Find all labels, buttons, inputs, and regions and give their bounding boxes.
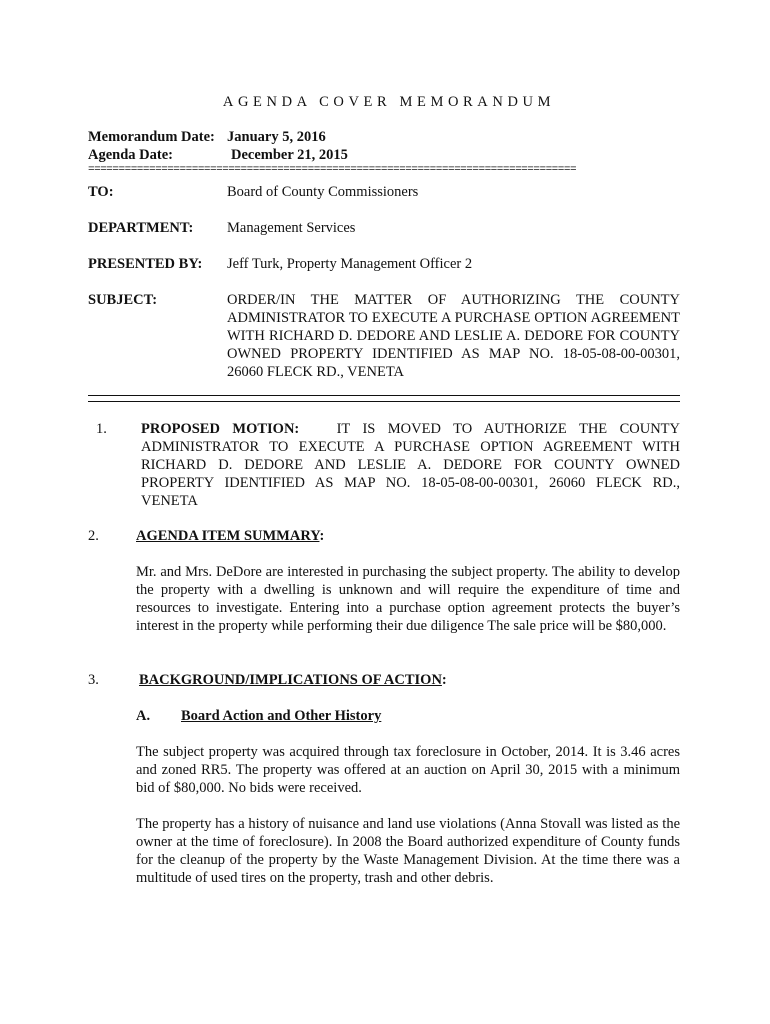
history-paragraph-2: The property has a history of nuisance and land use violations (Anna Stovall was listed as the owner at the time of foreclosure). In 2008 the Board authorized expenditure of County funds for the cleanup of the property by the Waste Management Division. At the time there was a multitude of used tires on the property, trash and other debris. — [136, 816, 680, 886]
to-label: TO: — [88, 184, 114, 200]
subject-label: SUBJECT: — [88, 292, 158, 308]
subsection-a-letter: A. — [136, 708, 151, 724]
double-divider — [88, 395, 680, 402]
section-3-number: 3. — [88, 672, 99, 688]
agenda-item-summary-text: Mr. and Mrs. DeDore are interested in purchasing the subject property. The ability to develop the property with a dwelling is unknown and will require the expenditure of time and resources to investigate. Entering into a purchase option agreement protects the buyer’s interest in the property while performing their due diligence The sale price will be $80,000. — [136, 564, 680, 634]
section-3-heading — [139, 671, 447, 689]
agenda-date-value: December 21, 2015 — [231, 147, 348, 163]
subject-value: ORDER/IN THE MATTER OF AUTHORIZING THE COUNTY ADMINISTRATOR TO EXECUTE A PURCHASE OPTION AGREEMENT WITH RICHARD D. DEDORE AND LESLIE A. DEDORE FOR COUNTY OWNED PROPERTY IDENTIFIED AS MAP NO. 18-05-08-00-00301, 26060 FLECK RD., VENETA — [227, 292, 680, 380]
to-value: Board of County Commissioners — [227, 184, 419, 200]
memo-date-value: January 5, 2016 — [227, 129, 326, 145]
department-value: Management Services — [227, 220, 356, 236]
history-paragraph-1: The subject property was acquired through tax foreclosure in October, 2014. It is 3.46 acres and zoned RR5. The property was offered at an auction on April 30, 2015 with a minimum bid of $80,000. No bids were received. — [136, 744, 680, 796]
memo-title: AGENDA COVER MEMORANDUM — [222, 94, 556, 110]
agenda-item-summary-heading: AGENDA ITEM SUMMARY — [136, 528, 320, 544]
section-2-heading — [136, 527, 324, 545]
proposed-motion-label: PROPOSED MOTION: — [141, 421, 300, 437]
memo-date-label: Memorandum Date: — [88, 129, 215, 145]
background-heading: BACKGROUND/IMPLICATIONS OF ACTION — [139, 672, 442, 688]
presented-by-value: Jeff Turk, Property Management Officer 2 — [227, 256, 473, 272]
department-label: DEPARTMENT: — [88, 220, 194, 236]
proposed-motion-text: IT IS MOVED TO AUTHORIZE THE COUNTY ADMINISTRATOR TO EXECUTE A PURCHASE OPTION AGREEMENT WITH RICHARD D. DEDORE AND LESLIE A. DEDORE FOR COUNTY OWNED PROPERTY IDENTIFIED AS MAP NO. 18-05-08-00-00301, 26060 FLECK RD., VENETA — [141, 421, 681, 509]
section-3-colon: : — [441, 672, 447, 688]
presented-by-label: PRESENTED BY: — [88, 256, 203, 272]
section-1-body — [141, 420, 680, 510]
header-separator: ================================================================================ — [88, 165, 577, 175]
section-2-number: 2. — [88, 528, 99, 544]
section-2-colon: : — [319, 528, 325, 544]
agenda-date-label: Agenda Date: — [88, 147, 173, 163]
section-1-number: 1. — [96, 421, 107, 437]
board-action-heading: Board Action and Other History — [181, 708, 382, 724]
